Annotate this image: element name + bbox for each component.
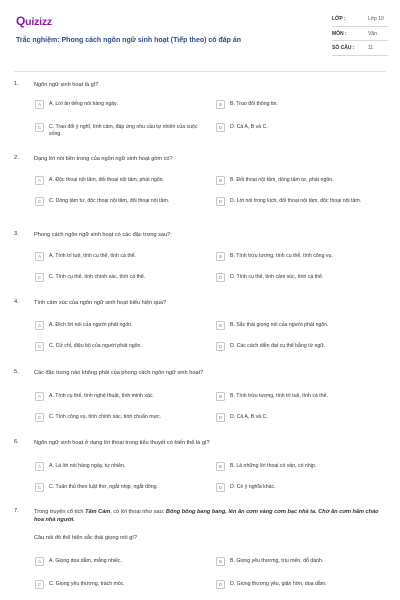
option-d[interactable]: D D. Giọng thương yêu, giận hờn, dọa dẫm. xyxy=(216,579,388,598)
option-b[interactable]: B B. Giọng yêu thương, trìu mến, dỗ dành. xyxy=(216,556,388,575)
header-divider xyxy=(14,71,386,72)
option-d[interactable]: D D. Tính cụ thể, tính cảm xúc, tính cá thể. xyxy=(216,272,388,291)
question-text: Phong cách ngôn ngữ sinh hoạt có các đặc trưng sau?: xyxy=(34,232,172,238)
option-a[interactable]: A A. Là lời nói hàng ngày, tự nhiên. xyxy=(35,461,207,480)
option-a[interactable]: A A. Tính cụ thể, tính nghệ thuật, tính minh xác. xyxy=(35,391,207,410)
option-a[interactable]: A A. Độc thoại nội tâm, đối thoại nội tâm, phát ngôn. xyxy=(35,175,207,194)
option-d[interactable]: D D. Cả A, B và C. xyxy=(216,412,388,431)
option-d[interactable]: D D. Lời nói trong kịch, đối thoại nội tâm, độc thoại nội tâm. xyxy=(216,196,388,215)
option-d[interactable]: D D. Cả A, B và C. xyxy=(216,122,388,141)
option-c[interactable]: C C. Tuân thủ theo luật thơ, ngắt nhịp, ngắt dòng. xyxy=(35,482,207,501)
question-text: Trong truyện cổ tích Tấm Cám, có lời thoại như sau: Bống bống bang bang, lên ăn cơm vàng cơm bạc nhà ta. Chớ ăn cơm hẩm cháo hoa nhà người. xyxy=(34,509,379,523)
option-a[interactable]: A A. Giọng dọa dẫm, mắng nhiếc. xyxy=(35,556,207,575)
option-b[interactable]: B B. Sắc thái giọng nói của người phát ngôn. xyxy=(216,320,388,339)
question-text: Các đặc trưng nào không phải của phong cách ngôn ngữ sinh hoạt? xyxy=(34,370,204,376)
option-c[interactable]: C C. Tính công vụ, tính chính xác, tính chuẩn mực. xyxy=(35,412,207,431)
option-a[interactable]: A A. Lời ăn tiếng nói hàng ngày. xyxy=(35,99,207,118)
option-c[interactable]: C C. Giọng yêu thương, trách móc. xyxy=(35,579,207,598)
worksheet-page: Quizizz Trắc nghiệm: Phong cách ngôn ngữ sinh hoạt (Tiếp theo) có đáp án LỚP : Lớp 10 MÔN : Văn SỐ CÂU : 11 1. Ngôn ngữ sinh hoạt là gì? A A. Lời ăn tiếng nói hàng ngày. B B. Trao đổi thông tin. C C. Trao đổi ý nghĩ, tình cảm, đáp ứng nhu cầu tự nhiên của cuộc sống. D D. Cả A, B và C. 2. Dạng lời nói bên trong của ngôn ngữ sinh hoạt gồm có? A A. Độc thoại nội tâm, đối thoại nội tâm, phát ngôn. B B. Đối thoại nội tâm, dòng tâm tư, phát ngôn. C C. Dòng tâm tư, độc thoại nội tâm, đối thoại nội tâm. D D. Lời nói trong kịch, đối thoại nội tâm, độc thoại nội tâm. 3. Phong cách ngôn ngữ sinh hoạt có các đặc trưng sau?: A A. Tính trí tuệ, tính cụ thể, tính cá thể. B B. Tính trừu tượng, tính cụ thể, tính công vụ. C C. Tính cụ thể, tính chính xác, tính cá thể. D D. Tính cụ thể, tính cảm xúc, tính cá thể. 4. Tính cảm xúc của ngôn ngữ sinh hoạt biểu hiện qua? A A. Đích lời nói của người phát ngôn. B B. Sắc thái giọng nói của người phát ngôn. C C. Cử chỉ, điệu bộ của người phát ngôn. D D. Các cách diễn đạt cụ thể bằng từ ngữ. 5. Các đặc trưng nào không phải của phong cách ngôn ngữ sinh hoạt? A A. Tính cụ thể, tính nghệ thuật, tính minh xác. B B. Tính trừu tượng, tính trí tuệ, tính cá thể. C C. Tính công vụ, tính chính xác, tính chuẩn mực. D D. Cả A, B và C. 6. Ngôn ngữ sinh hoạt ở dạng lời thoại trong tiểu thuyết có biến thể là gì? A A. Là lời nói hàng ngày, tự nhiên. B B. Là những lời thoại có vần, có nhịp. C C. Tuân thủ theo luật thơ, ngắt nhịp, ngắt dòng. D D. Có ý nghĩa khác. 7. Trong truyện cổ tích Tấm Cám, có lời thoại như sau: Bống bống bang bang, lên ăn cơm vàng cơm bạc nhà ta. Chớ ăn cơm hẩm cháo hoa nhà người. Câu nói đó thể hiện sắc thái giọng nói gì? A A. Giọng dọa dẫm, mắng nhiếc. B B. Giọng yêu thương, trìu mến, dỗ dành. C C. Giọng yêu thương, trách móc. D D. Giọng thương yêu, giận hờn, dọa dẫm. xyxy=(0,0,400,600)
option-d[interactable]: D D. Các cách diễn đạt cụ thể bằng từ ngữ. xyxy=(216,341,388,360)
meta-row-subject: MÔN : Văn xyxy=(332,27,388,42)
option-a[interactable]: A A. Tính trí tuệ, tính cụ thể, tính cá thể. xyxy=(35,251,207,270)
question-text: Tính cảm xúc của ngôn ngữ sinh hoạt biểu hiện qua? xyxy=(34,300,167,306)
worksheet-header xyxy=(14,10,386,66)
worksheet-meta xyxy=(332,12,388,56)
story-title: Tấm Cám xyxy=(85,509,111,515)
option-c[interactable]: C C. Dòng tâm tư, độc thoại nội tâm, đối thoại nội tâm. xyxy=(35,196,207,215)
option-a[interactable]: A A. Đích lời nói của người phát ngôn. xyxy=(35,320,207,339)
quoted-dialogue: Bống bống bang bang, lên ăn cơm vàng cơm bạc nhà ta. Chớ ăn cơm hẩm cháo hoa nhà người. xyxy=(34,509,379,523)
quizizz-logo: Quizizz xyxy=(16,14,52,28)
question-text: Dạng lời nói bên trong của ngôn ngữ sinh hoạt gồm có? xyxy=(34,156,173,162)
option-d[interactable]: D D. Có ý nghĩa khác. xyxy=(216,482,388,501)
option-b[interactable]: B B. Trao đổi thông tin. xyxy=(216,99,388,118)
meta-row-question-count: SỐ CÂU : 11 xyxy=(332,41,388,56)
option-b[interactable]: B B. Tính trừu tượng, tính trí tuệ, tính cá thể. xyxy=(216,391,388,410)
option-b[interactable]: B B. Tính trừu tượng, tính cụ thể, tính công vụ. xyxy=(216,251,388,270)
option-c[interactable]: C C. Cử chỉ, điệu bộ của người phát ngôn. xyxy=(35,341,207,360)
question-text: Ngôn ngữ sinh hoạt ở dạng lời thoại trong tiểu thuyết có biến thể là gì? xyxy=(34,440,210,446)
option-c[interactable]: C C. Trao đổi ý nghĩ, tình cảm, đáp ứng nhu cầu tự nhiên của cuộc sống. xyxy=(35,122,207,141)
option-b[interactable]: B B. Đối thoại nội tâm, dòng tâm tư, phát ngôn. xyxy=(216,175,388,194)
question-text: Ngôn ngữ sinh hoạt là gì? xyxy=(34,82,99,88)
worksheet-title: Trắc nghiệm: Phong cách ngôn ngữ sinh hoạt (Tiếp theo) có đáp án xyxy=(16,37,242,44)
meta-row-class: LỚP : Lớp 10 xyxy=(332,12,388,27)
question-subtext: Câu nói đó thể hiện sắc thái giọng nói gì? xyxy=(34,535,137,541)
option-b[interactable]: B B. Là những lời thoại có vần, có nhịp. xyxy=(216,461,388,480)
option-c[interactable]: C C. Tính cụ thể, tính chính xác, tính cá thể. xyxy=(35,272,207,291)
